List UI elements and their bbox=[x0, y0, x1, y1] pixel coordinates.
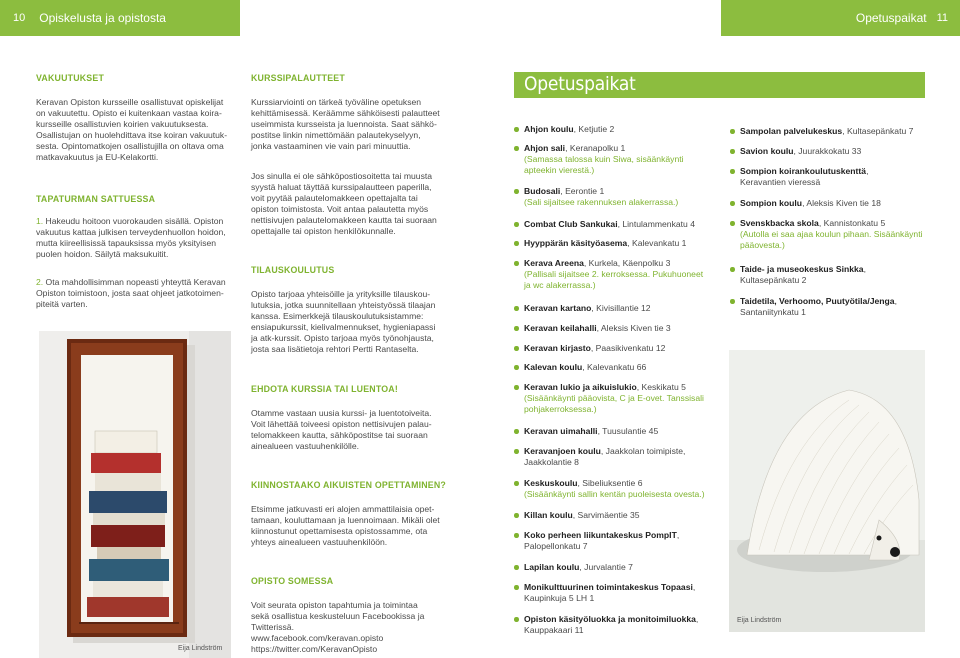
bullet-icon bbox=[514, 617, 519, 622]
bullet-icon bbox=[514, 449, 519, 454]
bullet-icon bbox=[514, 533, 519, 538]
location-address: , Aleksis Kiven tie 3 bbox=[596, 323, 671, 333]
location-name: Sompion koirankoulutuskenttä bbox=[740, 166, 867, 176]
kurssipalautteet-heading: KURSSIPALAUTTEET bbox=[251, 73, 345, 83]
bullet-icon bbox=[514, 241, 519, 246]
location-item bbox=[514, 382, 719, 415]
bullet-icon bbox=[730, 267, 735, 272]
ehdota-text: Otamme vastaan uusia kurssi- ja luentotoiveita. Voit lähettää toiveesi opiston nettisivujen palau- telomakkeen kautta, sähköpostitse tai suoraan ainealueen vastuuhenkilölle. bbox=[251, 408, 432, 452]
right-page-header bbox=[721, 0, 960, 36]
location-name: Keskuskoulu bbox=[524, 478, 578, 488]
tilauskoulutus-text: Opisto tarjoaa yhteisöille ja yrityksille tilauskou- lutuksia, jotka suunnitellaan yhteistyössä tilaajan kanssa. Esimerkkejä tilauskoulutuksistamme: ensiapukurssit, kielivalmennukset, hygieniapassi ja atk-kurssit. Opisto tarjoaa myös työnohjausta, josta saa lisätietoja rehtori Pertti Rantaselta. bbox=[251, 289, 436, 355]
location-address: , Jurvalantie 7 bbox=[579, 562, 633, 572]
tapaturma-item-2-number: 2. bbox=[36, 277, 44, 287]
bullet-icon bbox=[514, 127, 519, 132]
location-name: Kerava Areena bbox=[524, 258, 584, 268]
location-note: (Sali sijaitsee rakennuksen alakerrassa.) bbox=[524, 197, 679, 207]
tilauskoulutus-heading: TILAUSKOULUTUS bbox=[251, 265, 335, 275]
location-item bbox=[514, 143, 719, 176]
location-item bbox=[514, 478, 719, 500]
bullet-icon bbox=[730, 129, 735, 134]
location-address: , Santaniitynkatu 1 bbox=[740, 296, 897, 317]
location-note: (Autolla ei saa ajaa koulun pihaan. Sisäänkäynti pääovesta.) bbox=[740, 229, 923, 250]
location-address: , Kultasepänkatu 7 bbox=[842, 126, 914, 136]
location-address: , Kauppakaari 11 bbox=[524, 614, 699, 635]
tapaturma-item-1-text: Hakeudu hoitoon vuorokauden sisällä. Opiston vakuutus kattaa julkisen terveydenhuollon hoidon, mutta kiireellisissä tapauksissa myös yksityisen puolen hoidon. Säilytä maksukuitit. bbox=[36, 216, 226, 260]
location-item bbox=[730, 166, 930, 188]
location-address: , Kalevankatu 66 bbox=[582, 362, 647, 372]
right-page-number: 11 bbox=[936, 12, 948, 24]
location-name: Keravan kartano bbox=[524, 303, 592, 313]
location-address: , Kultasepänkatu 2 bbox=[740, 264, 866, 285]
location-item bbox=[730, 126, 930, 137]
bullet-icon bbox=[514, 585, 519, 590]
location-name: Keravan keilahalli bbox=[524, 323, 597, 333]
location-item bbox=[514, 323, 719, 334]
location-item bbox=[730, 218, 930, 251]
location-address: , Tuusulantie 45 bbox=[597, 426, 659, 436]
location-item bbox=[514, 303, 719, 314]
bullet-icon bbox=[514, 565, 519, 570]
location-address: , Keranapolku 1 bbox=[565, 143, 626, 153]
bullet-icon bbox=[514, 326, 519, 331]
location-name: Monikulttuurinen toimintakeskus Topaasi bbox=[524, 582, 693, 592]
location-item bbox=[514, 238, 719, 249]
left-page-number: 10 bbox=[13, 12, 26, 24]
location-address: , Kaupinkuja 5 LH 1 bbox=[524, 582, 696, 603]
location-name: Ahjon koulu bbox=[524, 124, 574, 134]
location-name: Sompion koulu bbox=[740, 198, 803, 208]
bullet-icon bbox=[730, 169, 735, 174]
somessa-text: Voit seurata opiston tapahtumia ja toimintaa sekä osallistua keskusteluun Facebookissa ja Twitterissä. www.facebook.com/keravan.opisto https://twitter.com/KeravanOpisto bbox=[251, 600, 425, 655]
location-name: Keravan kirjasto bbox=[524, 343, 591, 353]
bullet-icon bbox=[730, 299, 735, 304]
location-name: Opiston käsityöluokka ja monitoimiluokka bbox=[524, 614, 696, 624]
tapaturma-item-2 bbox=[36, 277, 241, 310]
location-note: (Pallisali sijaitsee 2. kerroksessa. Pukuhuoneet ja wc alakerrassa.) bbox=[524, 269, 704, 290]
ehdota-heading: EHDOTA KURSSIA TAI LUENTOA! bbox=[251, 384, 398, 394]
bookshelf-photo bbox=[39, 331, 231, 658]
left-page-header bbox=[0, 0, 240, 36]
location-name: Hyyppärän käsityöasema bbox=[524, 238, 628, 248]
location-item bbox=[514, 530, 719, 552]
location-item bbox=[514, 124, 719, 135]
location-address: , Lintulammenkatu 4 bbox=[617, 219, 695, 229]
location-item bbox=[514, 258, 719, 291]
bullet-icon bbox=[514, 429, 519, 434]
location-address: , Kannistonkatu 5 bbox=[818, 218, 886, 228]
location-name: Keravan lukio ja aikuislukio bbox=[524, 382, 637, 392]
location-note: (Sisäänkäynti pääovista, C ja E-ovet. Tanssisali pohjakerroksessa.) bbox=[524, 393, 704, 414]
location-item bbox=[730, 198, 930, 209]
location-name: Savion koulu bbox=[740, 146, 794, 156]
location-address: , Juurakkokatu 33 bbox=[793, 146, 862, 156]
location-name: Killan koulu bbox=[524, 510, 573, 520]
kurssipalautteet-p1: Kurssiarviointi on tärkeä työväline opetuksen kehittämisessä. Keräämme sähköisesti palautteet useimmista kursseista ja luennoista. Saat sähkö- postitse linkin nimettömään palautekyselyyn, jonka vastaaminen vie vain pari minuuttia. bbox=[251, 97, 440, 152]
location-name: Taidetila, Verhoomo, Puutyötila/Jenga bbox=[740, 296, 895, 306]
opetuspaikat-title-bar bbox=[514, 72, 925, 98]
left-page-title: Opiskelusta ja opistosta bbox=[39, 11, 166, 25]
location-address: , Eerontie 1 bbox=[560, 186, 605, 196]
vakuutukset-heading: VAKUUTUKSET bbox=[36, 73, 105, 83]
location-name: Lapilan koulu bbox=[524, 562, 580, 572]
location-item bbox=[514, 562, 719, 573]
book-hedgehog-photo bbox=[729, 350, 925, 632]
bullet-icon bbox=[514, 189, 519, 194]
location-address: , Paasikivenkatu 12 bbox=[590, 343, 666, 353]
location-address: , Keskikatu 5 bbox=[636, 382, 686, 392]
location-name: Svenskbacka skola bbox=[740, 218, 819, 228]
location-address: , Kurkela, Käenpolku 3 bbox=[583, 258, 671, 268]
kurssipalautteet-p2: Jos sinulla ei ole sähköpostiosoitetta tai muusta syystä haluat täyttää kurssipalautteen paperilla, voit pyytää palautelomakkeen opettajalta tai opiston toimistosta. Voit antaa palautetta myös nettisivujen palautelomakkeen kautta tai suoraan opettajalle tai opiston henkilökunnalle. bbox=[251, 171, 437, 237]
location-address: , Palopellonkatu 7 bbox=[524, 530, 680, 551]
location-name: Koko perheen liikuntakeskus PompIT bbox=[524, 530, 677, 540]
location-name: Keravan uimahalli bbox=[524, 426, 598, 436]
location-item bbox=[730, 264, 930, 286]
bullet-icon bbox=[730, 201, 735, 206]
right-page-title: Opetuspaikat bbox=[855, 11, 927, 25]
location-name: Ahjon sali bbox=[524, 143, 566, 153]
kiinnostaako-text: Etsimme jatkuvasti eri alojen ammattilaisia opet- tamaan, kouluttamaan ja luennoimaan. Mikäli olet kiinnostunut opettamisesta opistossamme, ota yhteys ainealueen vastuuhenkilöön. bbox=[251, 504, 440, 548]
location-address: , Keravantien vieressä bbox=[740, 166, 869, 187]
location-item bbox=[730, 296, 930, 318]
location-address: , Sibeliuksentie 6 bbox=[577, 478, 643, 488]
bullet-icon bbox=[514, 261, 519, 266]
location-name: Sampolan palvelukeskus bbox=[740, 126, 843, 136]
tapaturma-item-2-text: Ota mahdollisimman nopeasti yhteyttä Keravan Opiston toimistoon, josta saat ohjeet jatkotoimen- piteitä varten. bbox=[36, 277, 226, 310]
location-name: Kalevan kouIu bbox=[524, 362, 583, 372]
bullet-icon bbox=[730, 149, 735, 154]
kiinnostaako-heading: KIINNOSTAAKO AIKUISTEN OPETTAMINEN? bbox=[251, 480, 446, 490]
location-item bbox=[514, 186, 719, 208]
photo-credit-left: Eija Lindström bbox=[178, 645, 223, 652]
opetuspaikat-title: Opetuspaikat bbox=[524, 73, 636, 95]
location-address: , Sarvimäentie 35 bbox=[572, 510, 640, 520]
location-address: , Ketjutie 2 bbox=[573, 124, 615, 134]
location-name: Keravanjoen koulu bbox=[524, 446, 601, 456]
tapaturma-item-1-number: 1. bbox=[36, 216, 44, 226]
location-item bbox=[514, 219, 719, 230]
location-address: , Aleksis Kiven tie 18 bbox=[802, 198, 881, 208]
photo-credit-right: Eija Lindström bbox=[737, 617, 782, 624]
bullet-icon bbox=[514, 306, 519, 311]
somessa-heading: OPISTO SOMESSA bbox=[251, 576, 334, 586]
bullet-icon bbox=[514, 385, 519, 390]
bullet-icon bbox=[730, 221, 735, 226]
bullet-icon bbox=[514, 346, 519, 351]
location-address: , Kalevankatu 1 bbox=[627, 238, 687, 248]
location-address: , Kivisillantie 12 bbox=[591, 303, 651, 313]
location-item bbox=[514, 426, 719, 437]
location-item bbox=[730, 146, 930, 157]
tapaturma-item-1 bbox=[36, 216, 241, 260]
tapaturma-heading: TAPATURMAN SATTUESSA bbox=[36, 194, 156, 204]
location-item bbox=[514, 446, 719, 468]
bullet-icon bbox=[514, 146, 519, 151]
location-item bbox=[514, 343, 719, 354]
location-address: , Jaakkolan toimipiste, Jaakkolantie 8 bbox=[524, 446, 686, 467]
location-note: (Sisäänkäynti sallin kentän puoleisesta ovesta.) bbox=[524, 489, 705, 499]
bullet-icon bbox=[514, 481, 519, 486]
bullet-icon bbox=[514, 365, 519, 370]
bullet-icon bbox=[514, 222, 519, 227]
location-item bbox=[514, 582, 719, 604]
location-name: Budosali bbox=[524, 186, 561, 196]
location-item bbox=[514, 614, 719, 636]
location-name: Combat Club Sankukai bbox=[524, 219, 618, 229]
location-name: Taide- ja museokeskus Sinkka bbox=[740, 264, 864, 274]
location-note: (Samassa talossa kuin Siwa, sisäänkäynti apteekin vierestä.) bbox=[524, 154, 684, 175]
vakuutukset-text: Keravan Opiston kursseille osallistuvat opiskelijat on vakuutettu. Opisto ei kuitenkaan vastaa koira- kursseille osallistuvien koirien vakuutuksesta. Osallistujan on huolehdittava itse koiran vakuutuk- sesta. Opintomatkojen osallistujilla on oltava oma matkavakuutus ja EU-Kelakortti. bbox=[36, 97, 228, 163]
bullet-icon bbox=[514, 513, 519, 518]
location-item bbox=[514, 362, 719, 373]
location-item bbox=[514, 510, 719, 521]
